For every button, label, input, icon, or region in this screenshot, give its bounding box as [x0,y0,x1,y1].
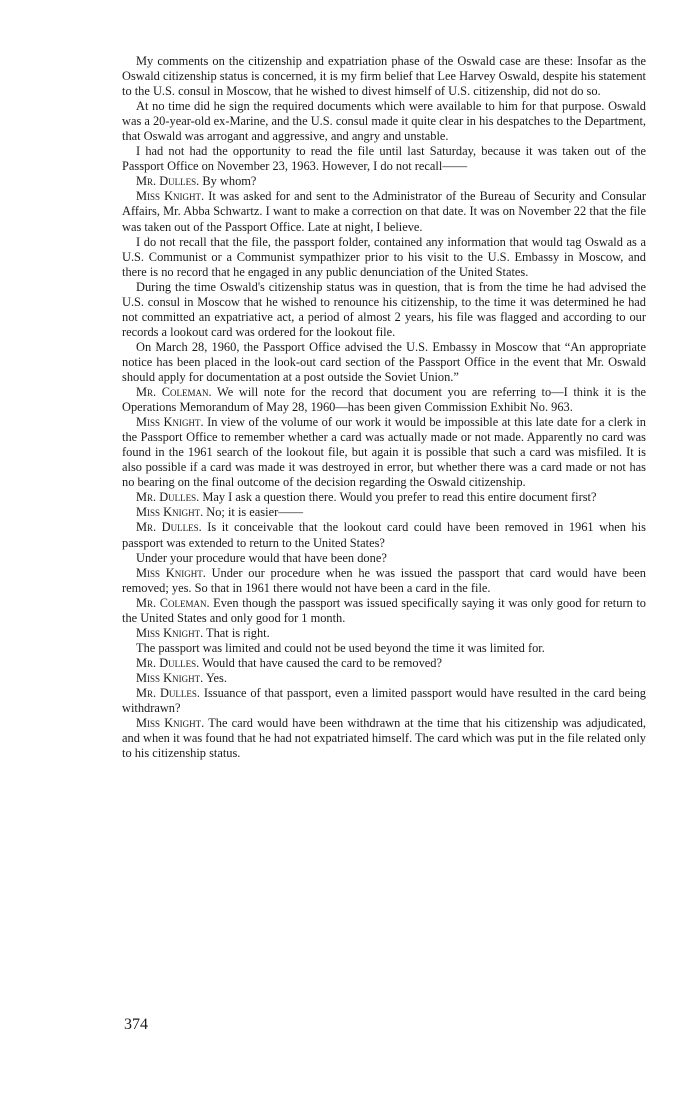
paragraph-text: On March 28, 1960, the Passport Office advised the U.S. Embassy in Moscow that “An appropriate notice has been placed in the look-out card section of the Passport Office in the event that Mr. Oswald should apply for documentation at a post outside the Soviet Union.” [122,339,646,384]
speaker-name: Mr. Dulles. [136,685,200,700]
dialogue-paragraph [122,174,646,189]
speaker-name: Mr. Coleman. [136,385,212,400]
dialogue-paragraph [122,656,646,671]
paragraph-text: During the time Oswald's citizenship status was in question, that is from the time he had advised the U.S. consul in Moscow that he wished to renounce his citizenship, to the time it was determined he had not committed an expatriative act, a period of almost 2 years, his file was flagged and according to our records a lookout card was ordered for the lookout file. [122,279,646,339]
paragraph-text: Is it conceivable that the lookout card could have been removed in 1961 when his passport was extended to return to the United States? [122,520,646,550]
paragraph [122,551,646,566]
paragraph-text: Issuance of that passport, even a limited passport would have resulted in the card being withdrawn? [122,685,646,716]
dialogue-paragraph [122,596,646,626]
dialogue-paragraph [122,716,646,761]
speaker-name: Mr. Dulles. [136,655,200,670]
speaker-name: Miss Knight. [136,716,205,731]
paragraph-text: No; it is easier—— [206,505,303,520]
paragraph-text: Would that have caused the card to be removed? [202,655,442,670]
page-number: 374 [124,1016,148,1033]
document-body [122,54,646,761]
dialogue-paragraph [122,490,646,505]
paragraph-text: That is right. [206,625,270,640]
paragraph-text: My comments on the citizenship and expatriation phase of the Oswald case are these: Insofar as the Oswald citizenship status is concerned, it is my firm belief that Lee Harvey Oswald, despite his statement to the U.S. consul in Moscow, that he wished to divest himself of U.S. citizenship, did not do so. [122,54,646,99]
dialogue-paragraph [122,415,646,490]
dialogue-paragraph [122,385,646,415]
paragraph-text: I had not had the opportunity to read the file until last Saturday, because it was taken out of the Passport Office on November 23, 1963. However, I do not recall—— [122,144,646,174]
dialogue-paragraph [122,189,646,234]
paragraph-text: It was asked for and sent to the Administrator of the Bureau of Security and Consular Affairs, Mr. Abba Schwartz. I want to make a correction on that date. It was on November 22 that the file was taken out of the Passport Office. Late at night, I believe. [122,189,646,234]
dialogue-paragraph [122,686,646,716]
speaker-name: Miss Knight. [136,565,206,580]
paragraph-text: Under your procedure would that have been done? [136,550,387,565]
paragraph [122,54,646,99]
paragraph-text: We will note for the record that document you are referring to—I think it is the Operations Memorandum of May 28, 1960—has been given Commission Exhibit No. 963. [122,385,647,415]
paragraph [122,144,646,174]
dialogue-paragraph [122,505,646,520]
speaker-name: Miss Knight. [136,625,204,640]
speaker-name: Miss Knight. [136,189,205,204]
speaker-name: Miss Knight. [136,670,204,685]
speaker-name: Mr. Coleman. [136,595,210,610]
speaker-name: Miss Knight. [136,415,204,430]
dialogue-paragraph [122,671,646,686]
paragraph-text: The passport was limited and could not be used beyond the time it was limited for. [136,640,545,655]
dialogue-paragraph [122,626,646,641]
paragraph [122,99,646,144]
paragraph-text: At no time did he sign the required documents which were available to him for that purpose. Oswald was a 20-year-old ex-Marine, and the U.S. consul made it quite clear in his despatches to the Department, that Oswald was arrogant and aggressive, and angry and unstable. [122,99,646,144]
speaker-name: Mr. Dulles. [136,174,200,189]
paragraph-text: By whom? [202,174,257,189]
paragraph-text: In view of the volume of our work it would be impossible at this late date for a clerk in the Passport Office to remember whether a card was actually made or not made. Apparently no card was found in the 1961 search of the lookout file, but again it is possible that such a card was misfiled. It is also possible if a card was made it was destroyed in error, but whether there was a card made or not has no bearing on the final outcome of the decision regarding the Oswald citizenship. [122,415,646,490]
speaker-name: Miss Knight. [136,505,204,520]
paragraph [122,280,646,340]
paragraph-text: I do not recall that the file, the passport folder, contained any information that would tag Oswald as a U.S. Communist or a Communist sympathizer prior to his visit to the U.S. Embassy in Moscow, and there is no record that he engaged in any public denunciation of the United States. [122,234,646,279]
paragraph-text: Even though the passport was issued specifically saying it was only good for return to the United States and only good for 1 month. [122,595,646,625]
paragraph [122,235,646,280]
speaker-name: Mr. Dulles. [136,520,202,535]
dialogue-paragraph [122,566,646,596]
speaker-name: Mr. Dulles. [136,490,200,505]
paragraph-text: The card would have been withdrawn at the time that his citizenship was adjudicated, and when it was found that he had not expatriated himself. The card which was put in the file related only to his citizenship status. [122,716,646,761]
dialogue-paragraph [122,520,646,550]
paragraph-text: Under our procedure when he was issued the passport that card would have been removed; yes. So that in 1961 there would not have been a card in the file. [122,565,647,595]
paragraph [122,641,646,656]
paragraph-text: May I ask a question there. Would you prefer to read this entire document first? [202,490,597,505]
paragraph [122,340,646,385]
paragraph-text: Yes. [205,670,227,685]
